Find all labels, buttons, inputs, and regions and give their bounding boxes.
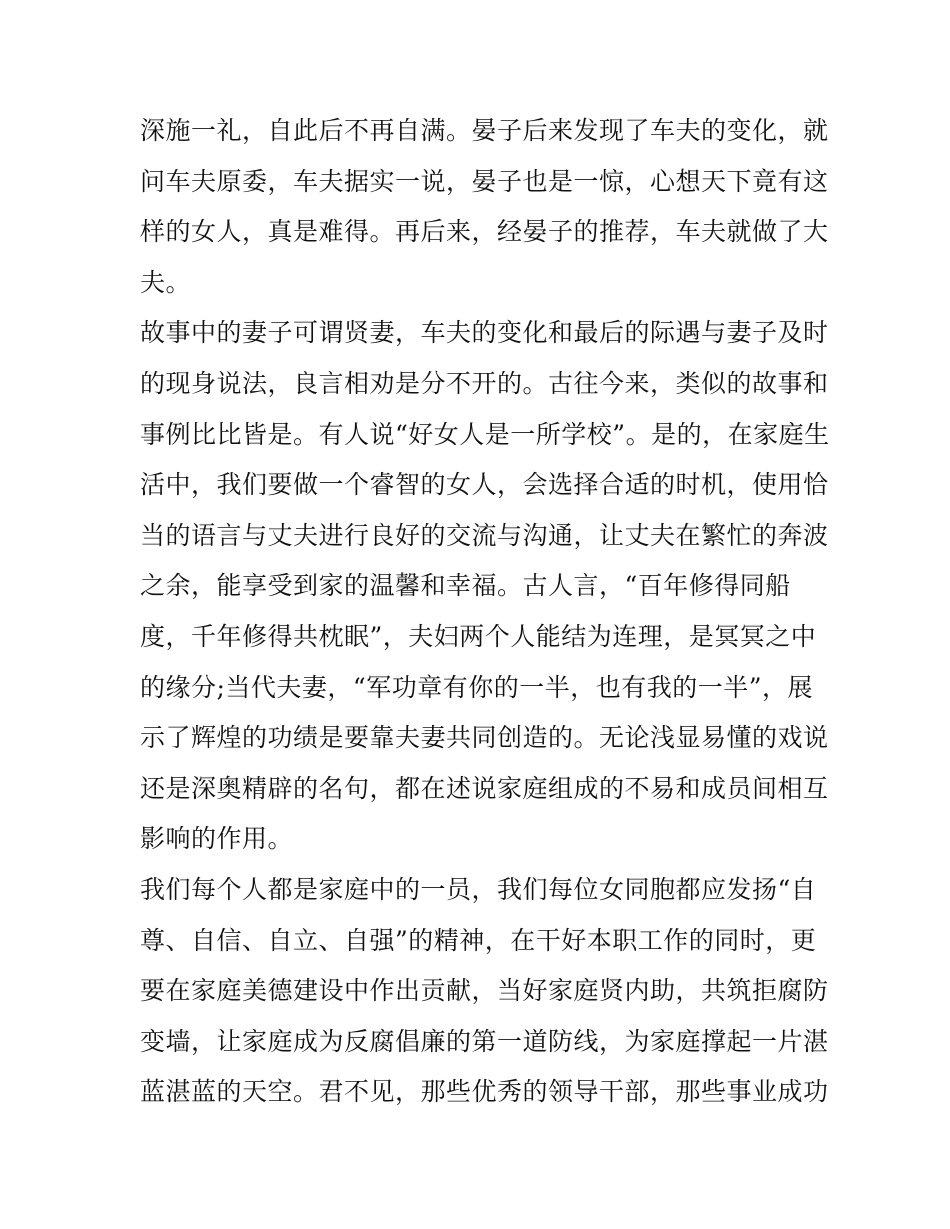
text-line: 故事中的妻子可谓贤妻，车夫的变化和最后的际遇与妻子及时	[140, 318, 829, 348]
text-line: 当的语言与丈夫进行良好的交流与沟通，让丈夫在繁忙的奔波	[140, 520, 829, 550]
text-line: 问车夫原委，车夫据实一说，晏子也是一惊，心想天下竟有这	[140, 166, 829, 196]
text-line: 事例比比皆是。有人说“好女人是一所学校”。是的，在家庭生	[140, 419, 830, 449]
text-line: 尊、自信、自立、自强”的精神，在干好本职工作的同时，更	[140, 925, 817, 955]
text-line: 我们每个人都是家庭中的一员，我们每位女同胞都应发扬“自	[140, 874, 817, 904]
text-line: 度，千年修得共枕眠”，夫妇两个人能结为连理，是冥冥之中	[140, 621, 817, 651]
body-text	[140, 106, 830, 1118]
text-line: 蓝湛蓝的天空。君不见，那些优秀的领导干部，那些事业成功	[140, 1077, 829, 1107]
text-line: 的缘分;当代夫妻，“军功章有你的一半，也有我的一半”，展	[140, 672, 813, 702]
text-line: 样的女人，真是难得。再后来，经晏子的推荐，车夫就做了大	[140, 217, 829, 247]
text-line: 深施一礼，自此后不再自满。晏子后来发现了车夫的变化，就	[140, 116, 829, 145]
text-line: 变墙，让家庭成为反腐倡廉的第一道防线，为家庭撑起一片湛	[140, 1026, 829, 1056]
text-line: 活中，我们要做一个睿智的女人，会选择合适的时机，使用恰	[140, 470, 829, 500]
text-line: 影响的作用。	[140, 824, 294, 854]
text-line: 还是深奥精辟的名句，都在述说家庭组成的不易和成员间相互	[140, 773, 829, 803]
text-line: 要在家庭美德建设中作出贡献，当好家庭贤内助，共筑拒腐防	[140, 976, 829, 1006]
text-line: 之余，能享受到家的温馨和幸福。古人言，“百年修得同船	[140, 571, 791, 601]
text-line: 示了辉煌的功绩是要靠夫妻共同创造的。无论浅显易懂的戏说	[140, 723, 829, 753]
text-line: 的现身说法，良言相劝是分不开的。古往今来，类似的故事和	[140, 368, 829, 398]
text-line: 夫。	[140, 267, 192, 297]
